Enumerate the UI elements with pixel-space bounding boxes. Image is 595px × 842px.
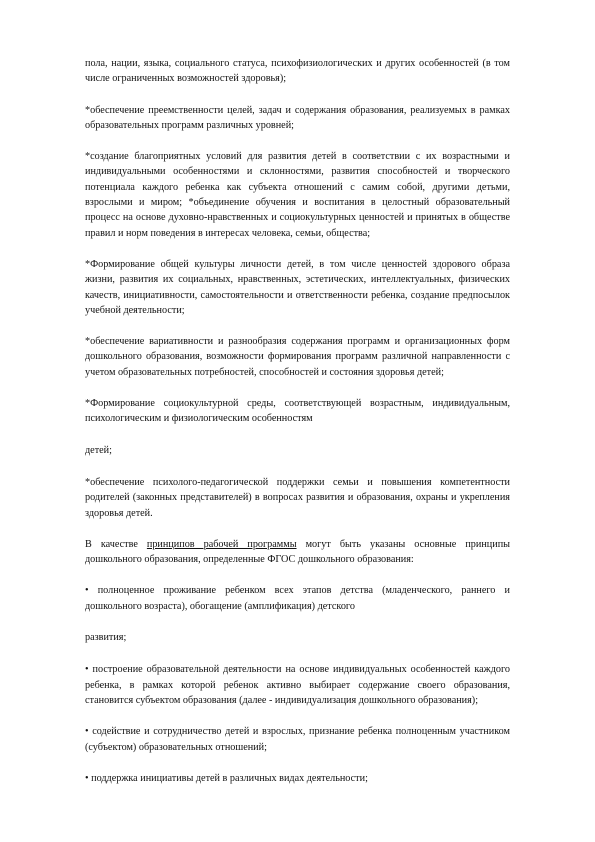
paragraph-general-culture: *Формирование общей культуры личности детей, в том числе ценностей здорового образа жизни, развития их социальных, нравственных, эстетических, интеллектуальных, физических качеств, инициативности, самостоятельности и ответственности ребенка, создание предпосылок учебной деятельности; (85, 258, 510, 316)
paragraph-variability: *обеспечение вариативности и разнообразия содержания программ и организационных форм дошкольного образования, возможности формирования программ различной направленности с учетом образовательных потребностей, способностей и состояния здоровья детей; (85, 336, 510, 378)
principle-development-continuation: развития; (85, 632, 127, 644)
paragraph-family-support: *обеспечение психолого-педагогической поддержки семьи и повышения компетентности родителей (законных представителей) в вопросах развития и образования, охраны и укрепления здоровья детей. (85, 476, 510, 519)
principles-intro-after: могут быть указаны основные принципы дошкольного образования, определенные ФГОС дошкольного образования: (85, 538, 510, 566)
paragraph-principles-intro (85, 537, 510, 568)
paragraph-continuity: *обеспечение преемственности целей, задач и содержания образования, реализуемых в рамках образовательных программ различных уровней; (85, 104, 510, 131)
principle-cooperation: • содействие и сотрудничество детей и взрослых, признание ребенка полноценным участником (субъектом) образовательных отношений; (85, 726, 510, 753)
principles-link[interactable]: принципов рабочей программы (146, 538, 297, 550)
paragraph-favorable-conditions: *создание благоприятных условий для развития детей в соответствии с их возрастными и индивидуальными особенностями и склонностями, развития способностей и творческого потенциала каждого ребенка как субъекта отношений с самим собой, другими детьми, взрослыми и миром; *объединение обучения и воспитания в целостный образовательный процесс на основе духовно-нравственных и социокультурных ценностей и принятых в обществе правил и норм поведения в интересах человека, семьи, общества; (85, 151, 510, 239)
principle-individualization: • построение образовательной деятельности на основе индивидуальных особенностей каждого ребенка, в рамках которой ребенок активно выбирает содержание своего образования, становится субъектом образования (далее - индивидуализация дошкольного образования); (85, 664, 510, 706)
paragraph-equality: пола, нации, языка, социального статуса, психофизиологических и других особенностей (в том числе ограниченных возможностей здоровья); (85, 58, 510, 85)
principles-intro-before: В качестве (85, 538, 147, 550)
paragraph-sociocultural-environment: *Формирование социокультурной среды, соответствующей возрастным, индивидуальным, психологическим и физиологическим особенностям (85, 398, 510, 425)
paragraph-children-continuation: детей; (85, 444, 112, 456)
principle-full-childhood: • полноценное проживание ребенком всех этапов детства (младенческого, раннего и дошкольного возраста), обогащение (амплификация) детского (85, 585, 510, 612)
document-page (85, 56, 510, 802)
principle-initiative-support: • поддержка инициативы детей в различных видах деятельности; (85, 772, 368, 784)
